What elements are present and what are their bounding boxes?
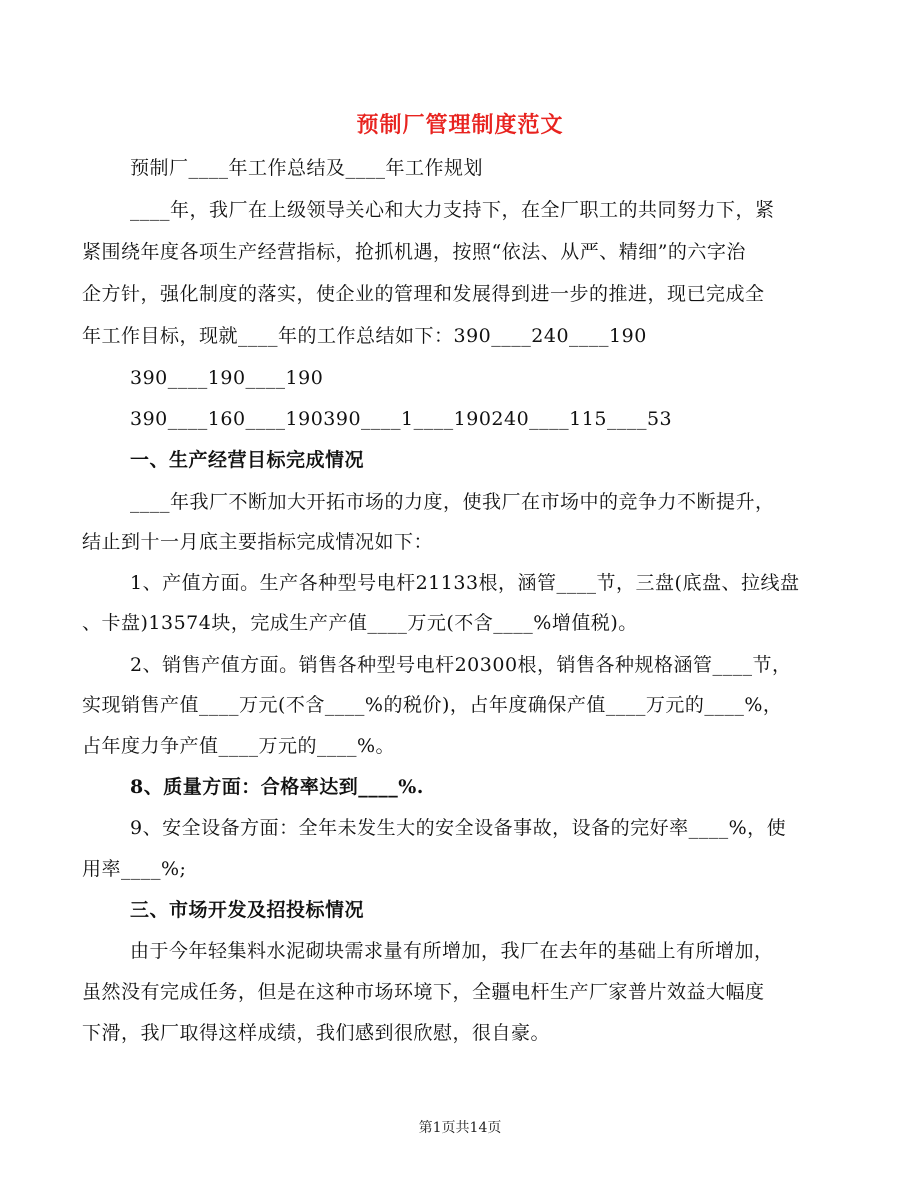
- item-line: 2、销售产值方面。销售各种型号电杆20300根，销售各种规格涵管____节，: [130, 654, 792, 676]
- document-title: 预制厂管理制度范文: [356, 112, 564, 138]
- item-line: 1、产值方面。生产各种型号电杆21133根，涵管____节，三盘(底盘、拉线盘: [130, 572, 800, 594]
- item-line: 9、安全设备方面：全年未发生大的安全设备事故，设备的完好率____%，使: [130, 817, 787, 839]
- quality-line: 8、质量方面：合格率达到____%.: [130, 776, 424, 798]
- section-heading: 三、市场开发及招投标情况: [130, 899, 365, 921]
- paragraph-line: 下滑，我厂取得这样成绩，我们感到很欣慰，很自豪。: [82, 1022, 551, 1044]
- item-line: 占年度力争产值____万元的____%。: [82, 735, 396, 757]
- paragraph-line: 年工作目标，现就____年的工作总结如下：390____240____190: [82, 325, 647, 347]
- paragraph-line: 结止到十一月底主要指标完成情况如下：: [82, 531, 434, 553]
- paragraph-line: 紧围绕年度各项生产经营指标，抢抓机遇，按照“依法、从严、精细”的六字治: [82, 241, 746, 263]
- item-line: 、卡盘)13574块，完成生产产值____万元(不含____%增值税)。: [82, 612, 638, 634]
- section-heading: 一、生产经营目标完成情况: [130, 449, 365, 471]
- paragraph-line: ____年，我厂在上级领导关心和大力支持下，在全厂职工的共同努力下，紧: [130, 199, 775, 221]
- page-footer: 第1页共14页: [418, 1120, 502, 1136]
- paragraph-line: 虽然没有完成任务，但是在这种市场环境下，全疆电杆生产厂家普片效益大幅度: [82, 981, 765, 1003]
- subtitle-line: 预制厂____年工作总结及____年工作规划: [130, 157, 484, 179]
- number-line: 390____190____190: [130, 367, 324, 389]
- item-line: 实现销售产值____万元(不含____%的税价)，占年度确保产值____万元的____%，: [82, 694, 783, 716]
- number-line: 390____160____190390____1____190240____115____53: [130, 408, 673, 430]
- paragraph-line: ____年我厂不断加大开拓市场的力度，使我厂在市场中的竞争力不断提升，: [130, 491, 775, 513]
- paragraph-line: 由于今年轻集料水泥砌块需求量有所增加，我厂在去年的基础上有所增加，: [130, 940, 774, 962]
- item-line: 用率____%;: [82, 858, 187, 880]
- paragraph-line: 企方针，强化制度的落实，使企业的管理和发展得到进一步的推进，现已完成全: [82, 283, 765, 305]
